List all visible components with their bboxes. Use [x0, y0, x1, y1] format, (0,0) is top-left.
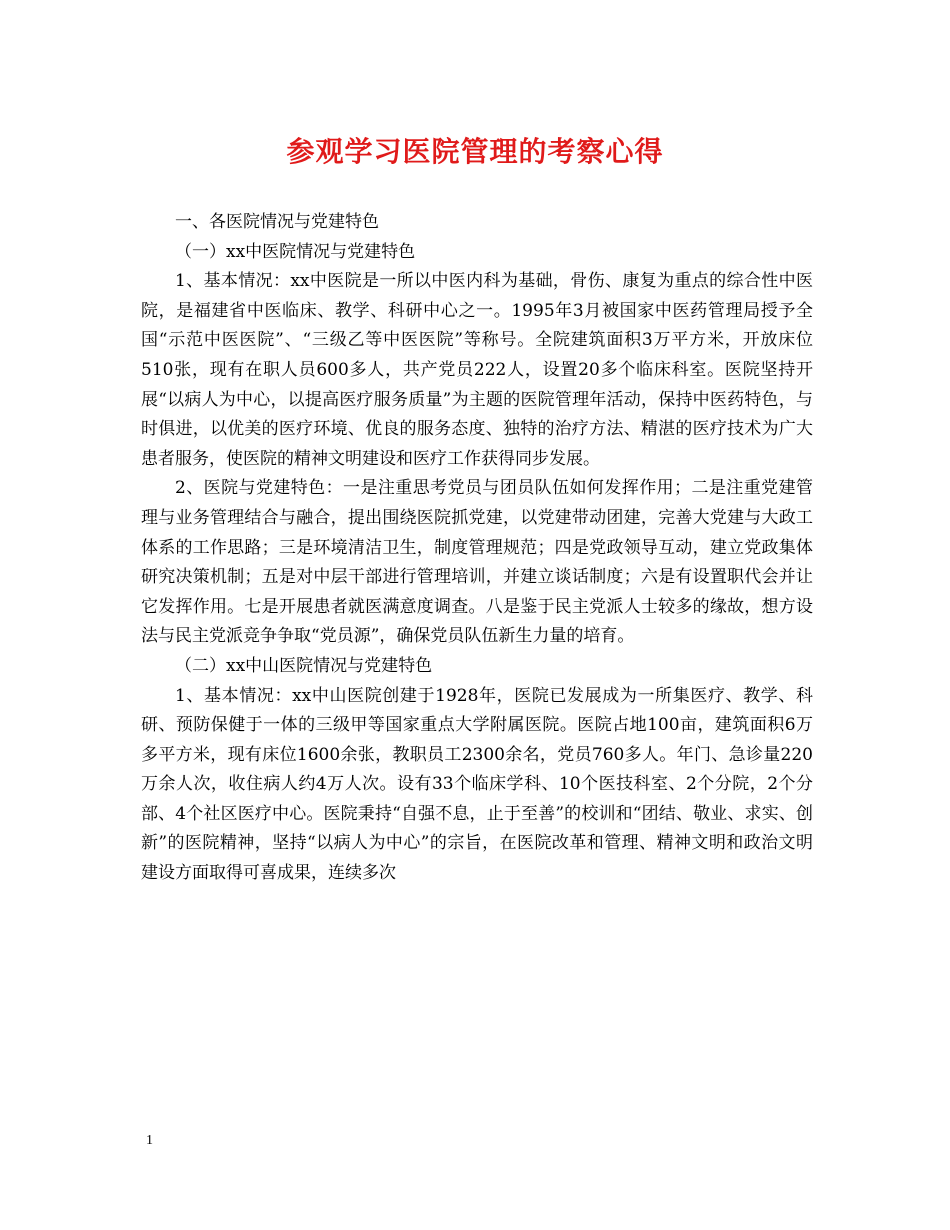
paragraph: 1、基本情况：xx中山医院创建于1928年，医院已发展成为一所集医疗、教学、科研、预防保健于一体的三级甲等国家重点大学附属医院。医院占地100亩，建筑面积6万多平方米，现有床位1600余张，教职员工2300余名，党员760多人。年门、急诊量220万余人次，收住病人约4万人次。设有33个临床学科、10个医技科室、2个分院，2个分部、4个社区医疗中心。医院秉持“自强不息，止于至善”的校训和“团结、敬业、求实、创新”的医院精神，坚持“以病人为中心”的宗旨，在医院改革和管理、精神文明和政治文明建设方面取得可喜成果，连续多次 [141, 685, 813, 884]
subsection-heading: （二）xx中山医院情况与党建特色 [175, 655, 433, 676]
section-heading: 一、各医院情况与党建特色 [175, 212, 379, 232]
page-number: 1 [146, 1133, 153, 1148]
paragraph: 1、基本情况：xx中医院是一所以中医内科为基础，骨伤、康复为重点的综合性中医院，是福建省中医临床、教学、科研中心之一。1995年3月被国家中医药管理局授予全国“示范中医医院”、“三级乙等中医医院”等称号。全院建筑面积3万平方米，开放床位510张，现有在职人员600多人，共产党员222人，设置20多个临床科室。医院坚持开展“以病人为中心，以提高医疗服务质量”为主题的医院管理年活动，保持中医药特色，与时俱进，以优美的医疗环境、优良的服务态度、独特的治疗方法、精湛的医疗技术为广大患者服务，使医院的精神文明建设和医疗工作获得同步发展。 [141, 271, 813, 469]
subsection-heading: （一）xx中医院情况与党建特色 [175, 241, 416, 262]
document-title: 参观学习医院管理的考察心得 [286, 135, 664, 168]
paragraph: 2、医院与党建特色：一是注重思考党员与团员队伍如何发挥作用；二是注重党建管理与业务管理结合与融合，提出围绕医院抓党建，以党建带动团建，完善大党建与大政工体系的工作思路；三是环境清洁卫生，制度管理规范；四是党政领导互动，建立党政集体研究决策机制；五是对中层干部进行管理培训，并建立谈话制度；六是有设置职代会并让它发挥作用。七是开展患者就医满意度调查。八是鉴于民主党派人士较多的缘故，想方设法与民主党派竞争争取“党员源”，确保党员队伍新生力量的培育。 [141, 478, 813, 647]
document-body [141, 208, 813, 889]
